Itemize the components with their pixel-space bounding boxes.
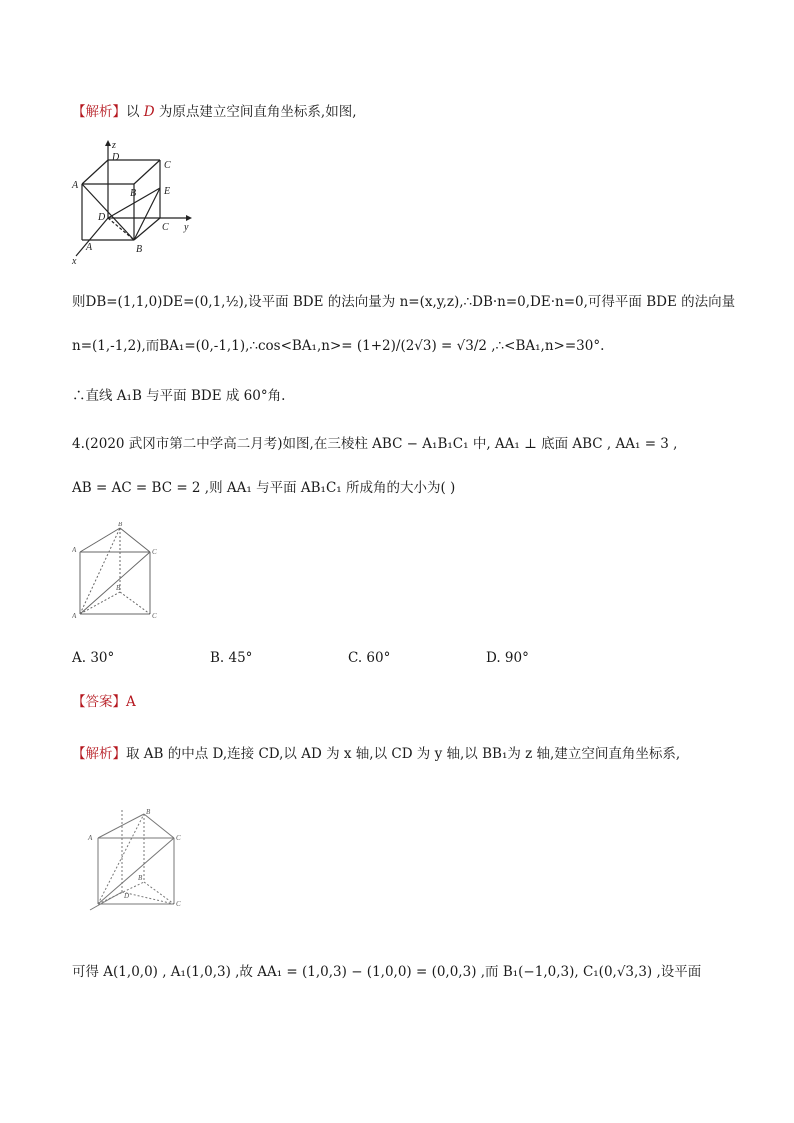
solution-intro: 【解析】以 D 为原点建立空间直角坐标系,如图, bbox=[72, 104, 357, 120]
svg-text:C: C bbox=[164, 160, 171, 171]
conclusion-line: ∴直线 A₁B 与平面 BDE 成 60°角. bbox=[72, 388, 286, 404]
svg-text:A: A bbox=[88, 834, 93, 842]
axis-x-label: x bbox=[72, 256, 77, 267]
option-a: A. 30° bbox=[72, 650, 115, 666]
answer-tag: 【答案】 bbox=[72, 694, 126, 710]
svg-text:B: B bbox=[116, 584, 121, 592]
svg-text:A: A bbox=[86, 242, 93, 253]
svg-text:E: E bbox=[164, 186, 171, 197]
svg-text:C: C bbox=[176, 834, 181, 842]
question-stem-1: 4.(2020 武冈市第二中学高二月考)如图,在三棱柱 ABC − A₁B₁C₁ 中, AA₁ ⊥ 底面 ABC , AA₁ = 3 , bbox=[72, 436, 678, 452]
normal-vector-line-2: n=(1,-1,2),而BA₁=(0,-1,1),∴cos<BA₁,n>= (1+2)/(2√3) = √3/2 ,∴<BA₁,n>=30°. bbox=[72, 338, 605, 354]
analysis-line: 【解析】取 AB 的中点 D,连接 CD,以 AD 为 x 轴,以 CD 为 y 轴,以 BB₁为 z 轴,建立空间直角坐标系, bbox=[72, 746, 681, 762]
svg-text:A: A bbox=[72, 612, 77, 620]
svg-text:A: A bbox=[72, 546, 77, 554]
analysis-tag: 【解析】 bbox=[72, 104, 126, 120]
question-stem-2: AB = AC = BC = 2 ,则 AA₁ 与平面 AB₁C₁ 所成角的大小为( ) bbox=[72, 480, 456, 496]
option-b: B. 45° bbox=[210, 650, 253, 666]
svg-text:B: B bbox=[146, 808, 151, 816]
option-d: D. 90° bbox=[486, 650, 529, 666]
svg-text:B: B bbox=[136, 244, 143, 255]
svg-text:A: A bbox=[72, 180, 79, 191]
axis-z-label: z bbox=[112, 140, 116, 151]
svg-text:D: D bbox=[112, 152, 120, 163]
prism-figure bbox=[72, 522, 162, 622]
svg-text:D: D bbox=[98, 212, 106, 223]
coordinates-line: 可得 A(1,0,0) , A₁(1,0,3) ,故 AA₁ = (1,0,3) − (1,0,0) = (0,0,3) ,而 B₁(−1,0,3), C₁(0,√3,3) ,设平面 bbox=[72, 964, 702, 980]
normal-vector-line-1: 则DB=(1,1,0)DE=(0,1,½),设平面 BDE 的法向量为 n=(x,y,z),∴DB·n=0,DE·n=0,可得平面 BDE 的法向量 bbox=[72, 294, 736, 310]
svg-text:B: B bbox=[138, 874, 143, 882]
svg-text:B: B bbox=[118, 522, 123, 528]
option-c: C. 60° bbox=[348, 650, 391, 666]
svg-text:C: C bbox=[162, 222, 169, 233]
svg-text:D: D bbox=[124, 892, 130, 900]
svg-text:C: C bbox=[152, 548, 157, 556]
analysis-tag-2: 【解析】 bbox=[72, 746, 126, 762]
axis-y-label: y bbox=[184, 222, 189, 233]
svg-text:C: C bbox=[152, 612, 157, 620]
cube-figure bbox=[68, 138, 198, 268]
svg-text:C: C bbox=[176, 900, 181, 908]
answer-line bbox=[72, 694, 136, 710]
svg-text:B: B bbox=[130, 188, 137, 199]
coordinate-prism-figure bbox=[86, 806, 186, 914]
answer-value: A bbox=[126, 694, 136, 710]
